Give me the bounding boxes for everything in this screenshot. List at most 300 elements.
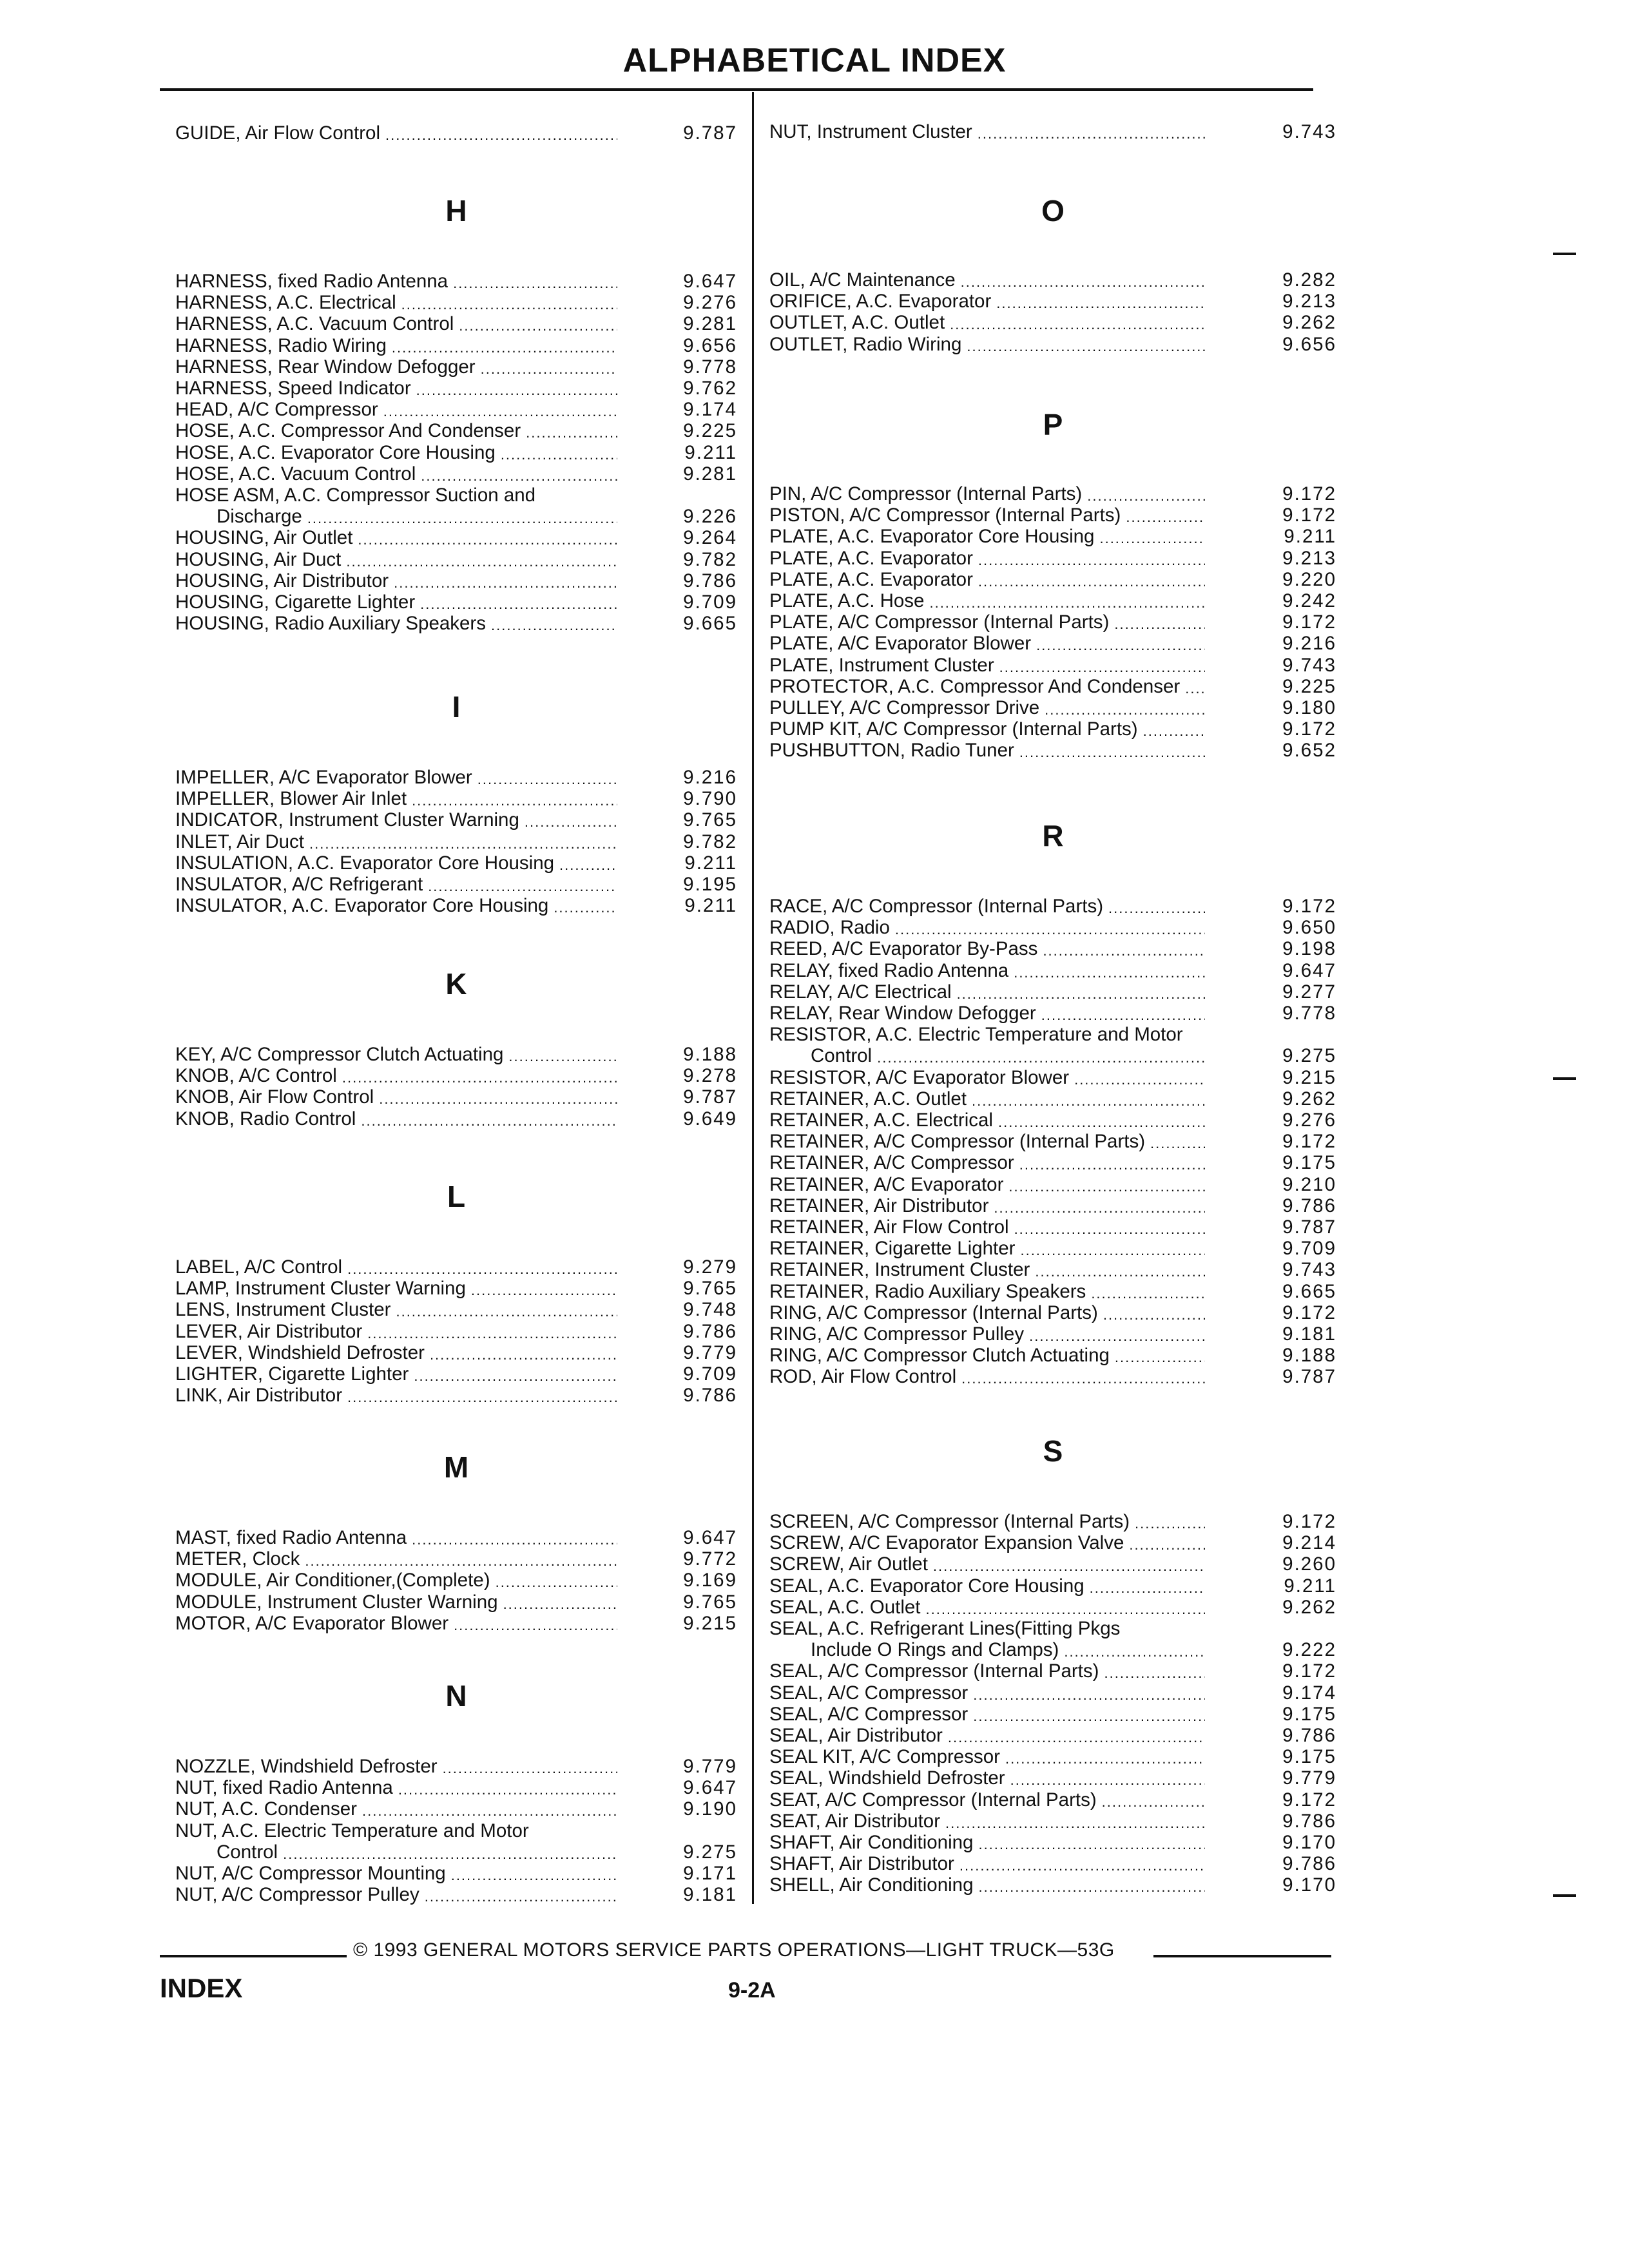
leader-dots <box>1129 1537 1205 1553</box>
index-entry <box>175 420 737 441</box>
index-entry <box>769 718 1336 740</box>
entry-name: HOUSING, Radio Auxiliary Speakers <box>175 613 487 635</box>
leader-dots <box>383 403 617 420</box>
entry-name: KNOB, Radio Control <box>175 1108 356 1129</box>
index-entry <box>769 1874 1336 1896</box>
index-entry <box>769 548 1336 569</box>
entry-page: 9.211 <box>684 895 737 917</box>
entry-page: 9.222 <box>1282 1639 1336 1661</box>
leader-dots <box>994 1200 1205 1216</box>
leader-dots <box>978 552 1205 569</box>
leader-dots <box>1008 1178 1205 1195</box>
leader-dots <box>967 338 1205 355</box>
entry-name: RETAINER, Cigarette Lighter <box>769 1238 1016 1260</box>
entry-name: SHAFT, Air Conditioning <box>769 1832 974 1853</box>
entry-name: NUT, A.C. Condenser <box>175 1798 358 1820</box>
leader-dots <box>1135 1515 1205 1532</box>
entry-name: PLATE, A/C Compressor (Internal Parts) <box>769 611 1110 633</box>
index-entry <box>769 1174 1336 1195</box>
index-entry <box>175 874 737 895</box>
entry-page: 9.748 <box>683 1299 737 1321</box>
entry-name: SEAL, A.C. Refrigerant Lines(Fitting Pkgs <box>769 1618 1121 1639</box>
entry-page: 9.779 <box>683 1341 737 1363</box>
entry-page: 9.214 <box>1282 1532 1336 1554</box>
index-entry <box>175 788 737 809</box>
entry-page: 9.190 <box>683 1798 737 1820</box>
entry-page: 9.181 <box>683 1884 737 1906</box>
entry-page: 9.170 <box>1282 1874 1336 1896</box>
entry-name: RELAY, Rear Window Defogger <box>769 1003 1036 1024</box>
index-entry <box>769 960 1336 981</box>
index-entry <box>175 1385 737 1406</box>
entry-page: 9.281 <box>683 463 737 485</box>
entry-page: 9.180 <box>1282 697 1336 718</box>
section-letter: O <box>1041 194 1065 227</box>
entry-name: RETAINER, A/C Compressor (Internal Parts) <box>769 1131 1146 1153</box>
leader-dots <box>414 1368 617 1385</box>
entry-name: PUMP KIT, A/C Compressor (Internal Parts) <box>769 718 1138 740</box>
footer-section-label: INDEX <box>160 1973 243 2003</box>
entry-name: NOZZLE, Windshield Defroster <box>175 1756 438 1777</box>
entry-name: RESISTOR, A.C. Electric Temperature and Motor <box>769 1024 1183 1046</box>
index-entry <box>769 1302 1336 1323</box>
entry-page: 9.195 <box>683 874 737 895</box>
entry-page: 9.665 <box>1282 1280 1336 1302</box>
leader-dots <box>362 1803 617 1820</box>
leader-dots <box>307 510 617 527</box>
entry-name: SCREEN, A/C Compressor (Internal Parts) <box>769 1511 1130 1532</box>
leader-dots <box>379 1091 617 1108</box>
entry-page: 9.649 <box>683 1108 737 1129</box>
leader-dots <box>895 921 1205 938</box>
leader-dots <box>1103 1307 1205 1323</box>
entry-name: SEAL, A/C Compressor (Internal Parts) <box>769 1660 1099 1682</box>
index-entry <box>175 1299 737 1320</box>
entry-name: SEAL, A.C. Outlet <box>769 1596 921 1618</box>
entry-name: IMPELLER, A/C Evaporator Blower <box>175 767 472 788</box>
entry-name: RETAINER, A/C Evaporator <box>769 1173 1004 1195</box>
leader-dots <box>367 1325 617 1342</box>
leader-dots <box>477 771 617 788</box>
entry-page: 9.786 <box>683 1385 737 1407</box>
entry-page: 9.278 <box>683 1065 737 1087</box>
index-entry <box>769 1281 1336 1302</box>
leader-dots <box>972 1093 1205 1110</box>
entry-page: 9.220 <box>1282 568 1336 590</box>
entry-name: NUT, Instrument Cluster <box>769 121 972 142</box>
entry-name: LEVER, Windshield Defroster <box>175 1341 425 1363</box>
entry-page: 9.779 <box>683 1756 737 1777</box>
leader-dots <box>1064 1644 1205 1660</box>
entry-page: 9.172 <box>1282 1660 1336 1682</box>
index-entry <box>769 1511 1336 1532</box>
entry-name: RETAINER, Radio Auxiliary Speakers <box>769 1280 1086 1302</box>
entry-name: LENS, Instrument Cluster <box>175 1299 391 1321</box>
entry-page: 9.276 <box>1282 1110 1336 1131</box>
entry-page: 9.786 <box>1282 1853 1336 1875</box>
entry-page: 9.765 <box>683 1278 737 1300</box>
entry-page: 9.174 <box>1282 1682 1336 1704</box>
entry-page: 9.225 <box>1282 675 1336 697</box>
index-entry <box>769 896 1336 917</box>
entry-name: METER, Clock <box>175 1548 300 1570</box>
entry-name: PUSHBUTTON, Radio Tuner <box>769 740 1014 762</box>
index-entry <box>175 122 737 144</box>
section-letter: I <box>452 690 461 724</box>
section-letter: M <box>443 1450 469 1484</box>
entry-name: SHELL, Air Conditioning <box>769 1874 974 1896</box>
entry-page: 9.188 <box>683 1044 737 1065</box>
leader-dots <box>961 274 1205 291</box>
index-entry <box>175 1278 737 1299</box>
index-entry <box>175 506 737 527</box>
index-entry <box>769 611 1336 633</box>
index-entry <box>769 1767 1336 1789</box>
entry-name: HOSE, A.C. Vacuum Control <box>175 463 416 485</box>
entry-name: INSULATOR, A.C. Evaporator Core Housing <box>175 895 549 917</box>
index-entry <box>769 1832 1336 1853</box>
entry-page: 9.743 <box>1282 121 1336 142</box>
leader-dots <box>996 295 1205 312</box>
entry-name: HOSE, A.C. Evaporator Core Housing <box>175 441 496 463</box>
entry-name: MODULE, Air Conditioner,(Complete) <box>175 1570 490 1591</box>
index-entry <box>175 767 737 788</box>
entry-page: 9.647 <box>683 1527 737 1548</box>
leader-dots <box>998 1114 1205 1131</box>
entry-page: 9.275 <box>1282 1045 1336 1067</box>
entry-name: HARNESS, A.C. Electrical <box>175 292 396 314</box>
entry-name: RETAINER, A.C. Outlet <box>769 1088 967 1110</box>
leader-dots <box>1143 723 1205 740</box>
entry-name: MOTOR, A/C Evaporator Blower <box>175 1612 449 1634</box>
entry-page: 9.778 <box>683 356 737 378</box>
entry-page: 9.743 <box>1282 1259 1336 1281</box>
index-entry <box>175 1548 737 1570</box>
entry-page: 9.172 <box>1282 1302 1336 1323</box>
entry-page: 9.211 <box>684 852 737 874</box>
leader-dots <box>1087 488 1205 505</box>
entry-name: ROD, Air Flow Control <box>769 1366 957 1388</box>
leader-dots <box>978 573 1205 590</box>
leader-dots <box>1126 509 1205 526</box>
footer-rule-right <box>1153 1955 1331 1957</box>
section-letter: L <box>447 1180 466 1213</box>
entry-page: 9.647 <box>683 1777 737 1799</box>
footer-rule-left <box>160 1955 347 1957</box>
index-entry <box>175 442 737 463</box>
entry-name: HOUSING, Air Distributor <box>175 570 389 591</box>
entry-name: LABEL, A/C Control <box>175 1256 343 1278</box>
entry-name: RETAINER, A.C. Electrical <box>769 1110 993 1131</box>
index-entry <box>175 399 737 420</box>
leader-dots <box>454 1617 617 1634</box>
index-entry <box>769 1216 1336 1238</box>
index-entry <box>769 676 1336 697</box>
entry-name: NUT, A.C. Electric Temperature and Motor <box>175 1820 529 1841</box>
index-entry <box>175 831 737 852</box>
leader-dots <box>1115 1349 1205 1366</box>
leader-dots <box>305 1553 617 1570</box>
index-entry <box>175 1777 737 1798</box>
entry-name: RETAINER, Air Flow Control <box>769 1216 1009 1238</box>
index-entry <box>175 463 737 485</box>
entry-page: 9.647 <box>1282 959 1336 981</box>
leader-dots <box>481 361 617 378</box>
entry-name: RELAY, A/C Electrical <box>769 981 952 1003</box>
index-entry <box>769 1682 1336 1704</box>
entry-name: RELAY, fixed Radio Antenna <box>769 959 1009 981</box>
index-entry <box>769 1238 1336 1259</box>
index-entry <box>769 1195 1336 1216</box>
leader-dots <box>503 1596 617 1613</box>
leader-dots <box>398 1782 617 1798</box>
entry-name: HOUSING, Air Duct <box>175 548 342 570</box>
index-entry <box>769 312 1336 333</box>
entry-name: GUIDE, Air Flow Control <box>175 122 381 144</box>
leader-dots <box>1091 1285 1205 1302</box>
entry-name: ORIFICE, A.C. Evaporator <box>769 291 992 312</box>
entry-page: 9.171 <box>683 1863 737 1884</box>
index-entry <box>175 1527 737 1548</box>
leader-dots <box>1074 1072 1205 1088</box>
leader-dots <box>420 596 617 613</box>
leader-dots <box>283 1846 617 1863</box>
entry-name: SCREW, A/C Evaporator Expansion Valve <box>769 1532 1124 1554</box>
leader-dots <box>973 1687 1205 1704</box>
entry-name: HARNESS, fixed Radio Antenna <box>175 271 448 292</box>
leader-dots <box>526 425 617 441</box>
index-entry <box>769 1003 1336 1024</box>
entry-page: 9.172 <box>1282 1511 1336 1532</box>
entry-page: 9.216 <box>683 767 737 788</box>
entry-name: RING, A/C Compressor Pulley <box>769 1323 1025 1345</box>
index-entry <box>769 526 1336 547</box>
entry-name: IMPELLER, Blower Air Inlet <box>175 788 407 810</box>
entry-name: RACE, A/C Compressor (Internal Parts) <box>769 896 1104 917</box>
section-letter: N <box>445 1679 467 1713</box>
index-entry <box>769 1704 1336 1725</box>
leader-dots <box>394 575 617 591</box>
entry-name: HARNESS, Radio Wiring <box>175 334 387 356</box>
index-entry <box>175 809 737 831</box>
index-entry <box>769 505 1336 526</box>
entry-name: LEVER, Air Distributor <box>175 1320 363 1342</box>
entry-page: 9.172 <box>1282 1131 1336 1153</box>
entry-name: NUT, A/C Compressor Pulley <box>175 1884 419 1906</box>
leader-dots <box>451 1867 617 1884</box>
index-entry <box>175 356 737 378</box>
leader-dots <box>471 1282 617 1299</box>
index-entry <box>769 1131 1336 1152</box>
entry-name: PLATE, A.C. Hose <box>769 590 925 611</box>
title-rule <box>160 88 1313 91</box>
entry-name: OIL, A/C Maintenance <box>769 269 956 291</box>
index-entry <box>175 1798 737 1820</box>
entry-page: 9.172 <box>1282 1789 1336 1811</box>
entry-page: 9.779 <box>1282 1767 1336 1789</box>
leader-dots <box>459 318 617 334</box>
index-entry <box>175 613 737 634</box>
leader-dots <box>430 1347 617 1363</box>
entry-page: 9.169 <box>683 1570 737 1591</box>
entry-name: RETAINER, Air Distributor <box>769 1195 989 1216</box>
leader-dots <box>1185 680 1205 697</box>
leader-dots <box>959 1858 1205 1874</box>
entry-page: 9.790 <box>683 788 737 810</box>
entry-page: 9.709 <box>683 1363 737 1385</box>
index-entry <box>769 1366 1336 1387</box>
entry-page: 9.282 <box>1282 269 1336 291</box>
entry-name: RING, A/C Compressor (Internal Parts) <box>769 1302 1098 1323</box>
leader-dots <box>396 1303 617 1320</box>
entry-page: 9.216 <box>1282 633 1336 655</box>
entry-page: 9.172 <box>1282 483 1336 505</box>
entry-name: SEAL KIT, A/C Compressor <box>769 1746 1000 1768</box>
entry-name: SEAL, Windshield Defroster <box>769 1767 1005 1789</box>
index-entry <box>175 1321 737 1342</box>
leader-dots <box>508 1048 617 1065</box>
index-entry <box>769 1853 1336 1874</box>
index-entry <box>769 483 1336 505</box>
leader-dots <box>346 553 617 570</box>
entry-page: 9.175 <box>1282 1152 1336 1174</box>
entry-page: 9.262 <box>1282 1088 1336 1110</box>
leader-dots <box>1035 1264 1205 1280</box>
entry-name: PROTECTOR, A.C. Compressor And Condenser <box>769 675 1181 697</box>
index-entry <box>769 1323 1336 1345</box>
leader-dots <box>933 1558 1205 1575</box>
entry-page: 9.656 <box>683 334 737 356</box>
entry-page: 9.787 <box>683 1086 737 1108</box>
index-entry <box>175 591 737 613</box>
leader-dots <box>948 1729 1205 1746</box>
entry-name: LAMP, Instrument Cluster Warning <box>175 1278 466 1300</box>
index-entry <box>175 1613 737 1634</box>
entry-name: HOSE ASM, A.C. Compressor Suction and <box>175 485 536 506</box>
index-entry <box>769 917 1336 938</box>
leader-dots <box>496 1574 617 1591</box>
index-entry <box>769 1725 1336 1746</box>
entry-page: 9.260 <box>1282 1553 1336 1575</box>
entry-name: SEAL, A.C. Evaporator Core Housing <box>769 1575 1084 1597</box>
entry-page: 9.762 <box>683 378 737 399</box>
entry-name: HARNESS, Speed Indicator <box>175 378 411 399</box>
leader-dots <box>491 617 617 634</box>
entry-name: SEAL, Air Distributor <box>769 1725 943 1746</box>
leader-dots <box>1043 943 1205 959</box>
leader-dots <box>945 1815 1205 1832</box>
index-entry <box>175 1108 737 1129</box>
index-entry <box>769 1045 1336 1066</box>
entry-page: 9.170 <box>1282 1832 1336 1853</box>
entry-page: 9.709 <box>1282 1238 1336 1260</box>
entry-page: 9.786 <box>683 570 737 591</box>
leader-dots <box>1041 1007 1205 1024</box>
entry-name: HOSE, A.C. Compressor And Condenser <box>175 420 521 442</box>
margin-mark <box>1553 1894 1576 1897</box>
section-letter: P <box>1043 408 1063 441</box>
index-entry <box>769 1067 1336 1088</box>
entry-name: SEAT, A/C Compressor (Internal Parts) <box>769 1789 1097 1811</box>
entry-name: HOUSING, Air Outlet <box>175 527 353 549</box>
entry-page: 9.262 <box>1282 1596 1336 1618</box>
entry-name: MAST, fixed Radio Antenna <box>175 1527 407 1548</box>
entry-page: 9.765 <box>683 1591 737 1613</box>
index-entry <box>769 1639 1336 1660</box>
index-entry <box>769 590 1336 611</box>
index-entry <box>175 1256 737 1278</box>
index-entry <box>769 1618 1336 1639</box>
index-entry <box>769 1110 1336 1131</box>
leader-dots <box>999 659 1205 676</box>
leader-dots <box>979 1879 1206 1896</box>
leader-dots <box>978 1836 1205 1853</box>
index-entry <box>769 1152 1336 1173</box>
entry-name: PLATE, A.C. Evaporator <box>769 568 973 590</box>
leader-dots <box>342 1070 617 1086</box>
leader-dots <box>1150 1135 1205 1152</box>
entry-name: INSULATION, A.C. Evaporator Core Housing <box>175 852 555 874</box>
entry-page: 9.281 <box>683 313 737 335</box>
entry-name-continued: Include O Rings and Clamps) <box>811 1639 1059 1661</box>
leader-dots <box>950 316 1205 333</box>
entry-name: LIGHTER, Cigarette Lighter <box>175 1363 409 1385</box>
entry-name: REED, A/C Evaporator By-Pass <box>769 938 1038 960</box>
index-entry <box>175 1086 737 1108</box>
entry-page: 9.210 <box>1282 1173 1336 1195</box>
entry-name: HARNESS, A.C. Vacuum Control <box>175 313 454 335</box>
entry-page: 9.225 <box>683 420 737 442</box>
index-entry <box>175 1884 737 1905</box>
entry-page: 9.652 <box>1282 740 1336 762</box>
index-entry <box>769 334 1336 355</box>
entry-name: KEY, A/C Compressor Clutch Actuating <box>175 1044 504 1065</box>
leader-dots <box>358 532 617 548</box>
leader-dots <box>978 126 1205 142</box>
margin-mark <box>1553 253 1576 255</box>
entry-page: 9.174 <box>683 399 737 421</box>
entry-name: HARNESS, Rear Window Defogger <box>175 356 476 378</box>
index-entry <box>175 570 737 591</box>
index-entry <box>175 335 737 356</box>
entry-name: KNOB, Air Flow Control <box>175 1086 374 1108</box>
entry-page: 9.262 <box>1282 312 1336 334</box>
index-entry <box>769 1746 1336 1767</box>
leader-dots <box>973 1708 1205 1725</box>
entry-page: 9.276 <box>683 292 737 314</box>
index-entry <box>769 697 1336 718</box>
entry-page: 9.786 <box>1282 1810 1336 1832</box>
entry-page: 9.787 <box>683 122 737 144</box>
index-entry <box>175 527 737 548</box>
entry-name: RESISTOR, A/C Evaporator Blower <box>769 1066 1070 1088</box>
entry-page: 9.198 <box>1282 938 1336 960</box>
section-letter: R <box>1042 819 1064 852</box>
index-entry <box>175 1044 737 1065</box>
entry-page: 9.782 <box>683 548 737 570</box>
index-entry <box>769 1259 1336 1280</box>
index-entry <box>769 1345 1336 1366</box>
column-divider <box>752 92 754 1904</box>
entry-page: 9.175 <box>1282 1746 1336 1768</box>
leader-dots <box>428 878 617 895</box>
index-entry <box>175 1756 737 1777</box>
leader-dots <box>1019 1157 1205 1173</box>
page-title: ALPHABETICAL INDEX <box>622 42 1007 79</box>
leader-dots <box>957 986 1205 1003</box>
index-entry <box>175 549 737 570</box>
section-letter: K <box>445 967 467 1001</box>
